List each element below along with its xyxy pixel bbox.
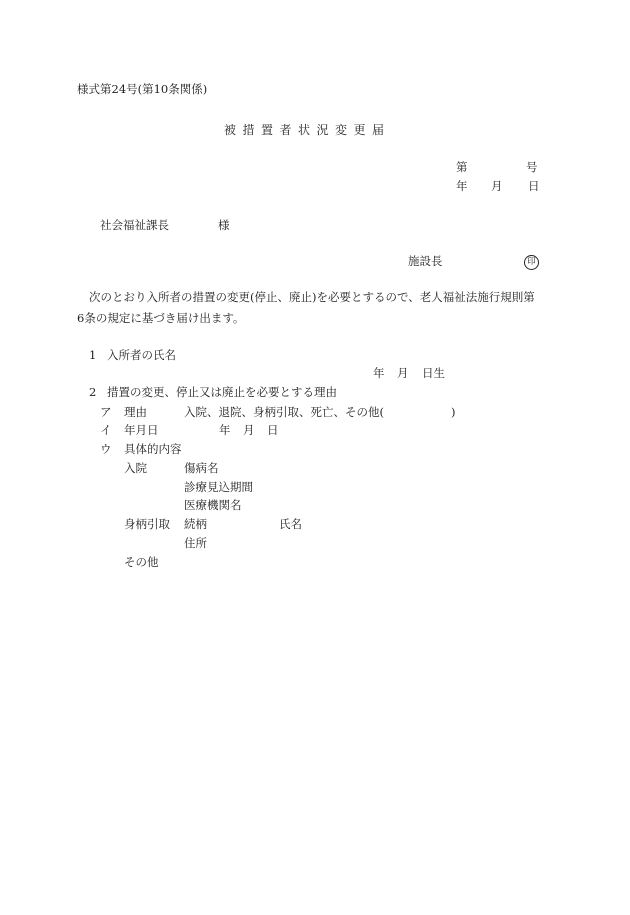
item-i-year: 年 (219, 423, 231, 437)
date-month: 月 (491, 179, 503, 193)
date-year: 年 (456, 179, 468, 193)
item-u-label: 具体的内容 (124, 442, 182, 456)
section2-label: 措置の変更、停止又は廃止を必要とする理由 (107, 385, 337, 399)
number-suffix: 号 (526, 160, 538, 174)
body-text-line1: 次のとおり入所者の措置の変更(停止、廃止)を必要とするので、老人福祉法施行規則第 (89, 290, 535, 304)
addressee-name: 社会福祉課長 (100, 218, 169, 232)
birth-day: 日生 (422, 366, 445, 380)
item-a-label: 理由 (124, 405, 147, 419)
document-title: 被措置者状況変更届 (224, 123, 391, 137)
addressee-honorific: 様 (218, 218, 230, 232)
hospital-institution: 医療機関名 (184, 498, 242, 512)
item-a-close: ) (451, 405, 456, 419)
item-a-options: 入院、退院、身柄引取、死亡、その他( (184, 405, 384, 419)
custody-relation: 続柄 (184, 517, 207, 531)
item-u-mark: ウ (100, 442, 112, 456)
section2-number: 2 (89, 385, 97, 399)
custody-address: 住所 (184, 536, 207, 550)
section1-number: 1 (89, 348, 97, 362)
item-i-month: 月 (243, 423, 255, 437)
seal-mark: 印 (524, 255, 539, 270)
body-text-line2: 6条の規定に基づき届け出ます。 (77, 311, 245, 325)
hospital-label: 入院 (124, 461, 147, 475)
item-a-mark: ア (100, 405, 112, 419)
birth-year: 年 (373, 366, 385, 380)
custody-label: 身柄引取 (124, 517, 170, 531)
number-prefix: 第 (456, 160, 468, 174)
hospital-period: 診療見込期間 (184, 480, 253, 494)
form-number: 様式第24号(第10条関係) (77, 82, 208, 96)
item-i-label: 年月日 (124, 423, 159, 437)
sender-label: 施設長 (408, 254, 443, 268)
item-i-mark: イ (100, 423, 112, 437)
hospital-disease: 傷病名 (184, 461, 219, 475)
date-day: 日 (528, 179, 540, 193)
item-i-day: 日 (267, 423, 279, 437)
section1-label: 入所者の氏名 (107, 348, 176, 362)
custody-name: 氏名 (279, 517, 302, 531)
birth-month: 月 (397, 366, 409, 380)
other-label: その他 (124, 555, 159, 569)
